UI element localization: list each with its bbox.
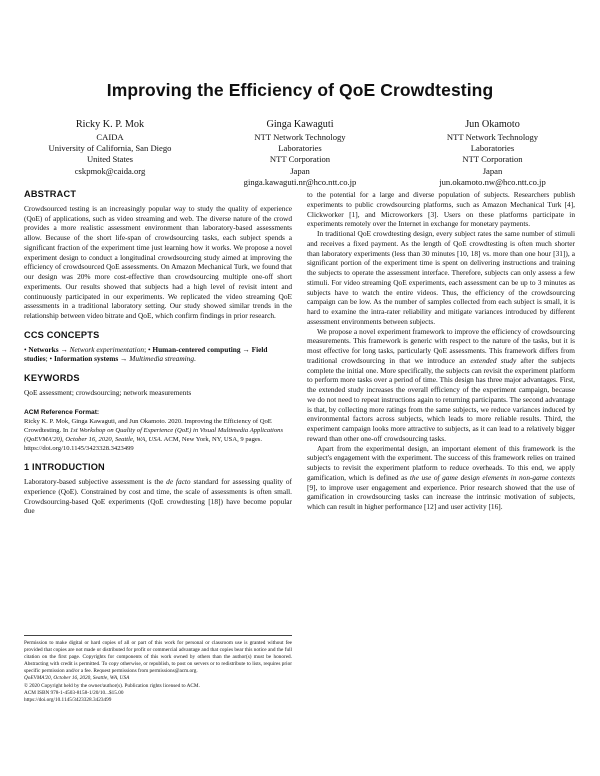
author-affiliation: NTT Network Technology xyxy=(254,132,346,142)
acm-reference xyxy=(24,417,292,453)
author-country: Japan xyxy=(482,165,503,176)
keywords-text: QoE assessment; crowdsourcing; network measurements xyxy=(24,387,192,397)
author-email: cskpmok@caida.org xyxy=(74,165,146,176)
body-part: [9], to improve user engagement and experience. Prior research showed that the use of gamification in crowdsourcing tasks can increase the intrinsic motivation of subjects, which can result in higher performance [12] and user activity [16]. xyxy=(307,482,575,511)
author-affiliation: CAIDA xyxy=(96,132,124,142)
author-affiliation: Laboratories xyxy=(278,143,322,154)
body-part: after the subjects complete the initial one. More specifically, the subjects can revisit the experiment platform to perform more tasks over a period of time. This design has three major advantages. First, the extended study increases the overall efficiency of the experiment campaign, because we do not need to repeat instructions again to returning participants. The second advantage is that, by collecting more ratings from the same subjects, we reduce variances induced by environmental factors across subjects, which leads to more reliable results. Third, the experiment campaign looks more attractive to subjects, as it can lead to a relatively bigger reward than other one-off crowdsourcing tasks. xyxy=(307,355,575,443)
body-part: Apart from the experimental design, an important element of this framework is the subject's engagement with the experiment. The success of this framework relies on trained subjects to revisit the experiment platform to reduce overheads. To this end, we apply gamification, which is defined as xyxy=(307,443,575,482)
left-column xyxy=(24,190,292,516)
body-part: We propose a novel experiment framework to improve the efficiency of crowdsourcing measurements. This framework is generic with respect to the nature of the tasks, but it is most effective for long tasks, particularly QoE assessments. This framework differs from traditional crowdsourcing in that we introduce an xyxy=(307,326,575,365)
copyright-line: © 2020 Copyright held by the owner/author(s). Publication rights licensed to ACM. xyxy=(24,682,200,689)
author-country: United States xyxy=(86,154,134,165)
right-column xyxy=(307,190,575,512)
intro-part: standard for assessing quality of experience (QoE). Constrained by cost and time, the scale of assessments is often small. Crowdsourcing-based QoE experiments (QoE crowdtesting [18]) have become popular due xyxy=(24,477,292,516)
paper-title: Improving the Efficiency of QoE Crowdtesting xyxy=(106,80,494,100)
ccs-heading: CCS CONCEPTS xyxy=(24,329,100,340)
author-name: Jun Okamoto xyxy=(465,119,520,130)
author-affiliation: NTT Corporation xyxy=(269,154,331,165)
author-email: ginga.kawaguti.nr@hco.ntt.co.jp xyxy=(243,176,357,187)
body-italic: extended study xyxy=(470,355,517,365)
author-affiliation: NTT Corporation xyxy=(462,154,523,165)
author-name: Ginga Kawaguti xyxy=(266,119,334,130)
introduction-heading: 1 INTRODUCTION xyxy=(24,462,105,473)
isbn-line: ACM ISBN 978-1-4503-8158-1/20/10...$15.00 xyxy=(24,689,124,696)
body-paragraph xyxy=(307,444,575,512)
ref-part: ACM, New York, NY, USA, 9 pages. https://doi.org/10.1145/3423328.3423499 xyxy=(24,436,263,453)
intro-part: Laboratory-based subjective assessment is the xyxy=(24,477,164,486)
body-italic: the use of game design elements in non-game contexts xyxy=(409,472,575,482)
author-block-1 xyxy=(20,118,200,177)
venue-line: QoEVMA'20, October 16, 2020, Seattle, WA, USA xyxy=(24,675,130,682)
author-block-2 xyxy=(205,118,395,188)
ccs-term: Network experimentation xyxy=(69,344,145,354)
copyright-footnote xyxy=(24,635,292,704)
ccs-concepts: • Networks → Network experimentation; • Human-centered computing → Field studies; • Information systems → Multimedia streaming. xyxy=(24,344,268,364)
author-affiliation: University of California, San Diego xyxy=(48,143,172,154)
author-block-3 xyxy=(400,118,585,188)
body-paragraph xyxy=(307,327,575,444)
ccs-term: Field studies xyxy=(24,344,268,364)
abstract-heading: ABSTRACT xyxy=(24,189,77,199)
ccs-term: Multimedia streaming xyxy=(129,354,195,364)
ccs-term: Networks xyxy=(28,344,59,354)
ref-venue: 1st Workshop on Quality of Experience (QoE) in Visual Multimedia Applications (QoEVMA'20), October 16, 2020, Seattle, WA, USA. xyxy=(24,427,284,444)
introduction-text xyxy=(24,477,292,516)
acm-reference-heading: ACM Reference Format: xyxy=(24,408,100,416)
author-name: Ricky K. P. Mok xyxy=(75,119,145,130)
ccs-term: Information systems xyxy=(53,354,119,364)
author-affiliation: NTT Network Technology xyxy=(446,132,539,142)
author-country: Japan xyxy=(290,165,310,176)
keywords-heading: KEYWORDS xyxy=(24,373,80,383)
body-paragraph: to the potential for a large and diverse population of subjects. Researchers publish experiments to public crowdsourcing platforms, such as Amazon Mechanical Turk [4], Clickworker [1], and Microworkers [3]. Users on these platforms participate in experiments remotely over the Internet in exchange for monetary payments. xyxy=(307,190,575,229)
ref-part: Ricky K. P. Mok, Ginga Kawaguti, and Jun Okamoto. 2020. Improving the Efficiency of QoE Crowdtesting. In xyxy=(24,418,272,435)
author-affiliation: Laboratories xyxy=(470,143,515,154)
ccs-term: Human-centered computing xyxy=(152,344,241,354)
doi-link[interactable]: https://doi.org/10.1145/3423328.3423499 xyxy=(24,696,112,703)
intro-italic: de facto xyxy=(166,477,191,486)
permission-notice: Permission to make digital or hard copies of all or part of this work for personal or classroom use is granted without fee provided that copies are not made or distributed for profit or commercial advantage and that copies bear this notice and the full citation on the first page. Copyrights for components of this work owned by others than the author(s) must be honored. Abstracting with credit is permitted. To copy otherwise, or republish, to post on servers or to redistribute to lists, requires prior specific permission and/or a fee. Request permissions from permissions@acm.org. xyxy=(24,640,292,675)
body-paragraph: In traditional QoE crowdtesting design, every subject rates the same number of stimuli and receives a fixed payment. As the length of QoE crowdtesting is often much shorter than laboratory experiments (less than 30 minutes [10, 18] vs. more than one hour [31]), a significant portion of the experiment time is spent on delivering instructions and training the subjects to operate the assessment interface. Therefore, subjects can only assess a few stimuli. For video streaming QoE experiments, each assessment can be up to 3 minutes as subjects have to watch the entire videos. Thus, the efficiency of the crowdsourcing campaign can be low. As the number of samples collected from each subject is small, it is hard to examine the intra-rater reliability and mitigate variances introduced by different assessment environments between subjects. xyxy=(307,229,575,326)
abstract-text: Crowdsourced testing is an increasingly popular way to study the quality of experience (QoE) of applications, such as video streaming and web. The diverse nature of the crowd provides a more realistic assessment environment than laboratory-based assessments allow. Because of the short life-span of crowdsourcing tasks, each subject spends a significant fraction of the experiment time just learning how it works. We propose a novel experiment design to conduct a longitudinal crowdsourcing study aimed at improving the efficiency of crowdsourced QoE assessments. On Amazon Mechanical Turk, we found that our design was 20% more cost-effective than crowdsourcing multiple one-off short experiments. Our results showed that subjects had a high level of revisit intent and continuously participated in our experiments. We replicated the video streaming QoE assessments in a traditional laboratory setting. Our study showed similar trends in the relationship between video bitrate and QoE, which confirm findings in prior research. xyxy=(24,203,292,320)
author-email: jun.okamoto.nw@hco.ntt.co.jp xyxy=(439,176,546,187)
